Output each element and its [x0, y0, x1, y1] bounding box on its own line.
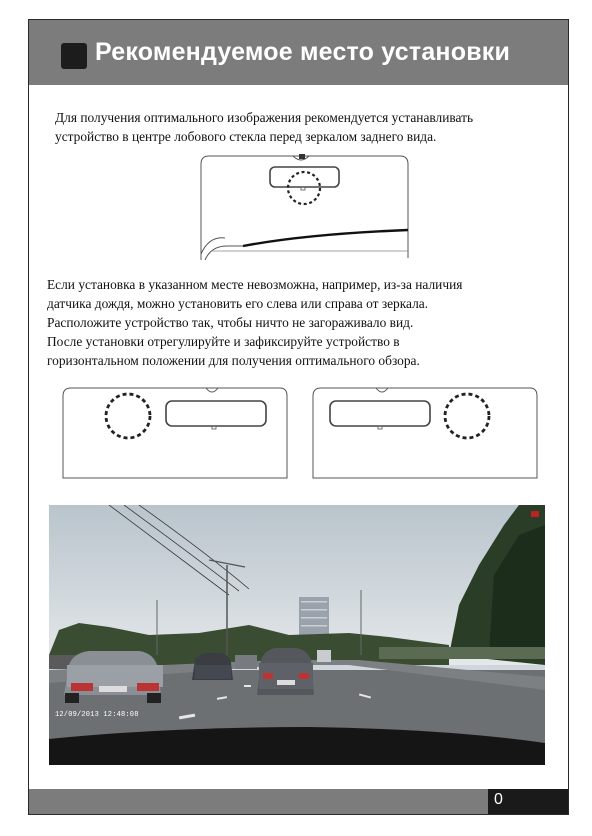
photo-timestamp: 12/09/2013 12:48:08 [55, 711, 139, 719]
page-number-box [488, 789, 568, 814]
rearview-mirror-icon [270, 167, 339, 187]
device-position-marker-left [106, 394, 150, 438]
mirror-mount-icon [299, 154, 305, 159]
alternative-line: После установки отрегулируйте и зафиксируйте устройство в [47, 334, 400, 349]
device-position-marker-right [445, 394, 489, 438]
alternative-line: датчика дождя, можно установить его слева или справа от зеркала. [47, 296, 429, 311]
alternative-line: Расположите устройство так, чтобы ничто не загораживало вид. [47, 315, 414, 330]
header-square-icon [61, 43, 87, 69]
windshield-left-diagram [60, 384, 290, 480]
dashcam-sample-photo [49, 505, 545, 765]
alternative-line: горизонтальном положении для получения оптимального обзора. [47, 353, 420, 368]
windshield-right-diagram [310, 384, 540, 480]
road-scene-illustration [49, 505, 545, 765]
alternative-paragraph [47, 275, 462, 370]
dark-car-icon [192, 653, 233, 680]
gray-car-icon [257, 648, 314, 695]
page-number: 0 [494, 791, 503, 808]
alternative-line: Если установка в указанном месте невозможна, например, из-за наличия [47, 277, 463, 292]
rearview-mirror-icon [330, 401, 430, 426]
rearview-mirror-icon [166, 401, 266, 426]
page-title: Рекомендуемое место установки [95, 38, 511, 66]
page-header [29, 20, 568, 85]
intro-line: Для получения оптимального изображения рекомендуется устанавливать [55, 110, 474, 125]
windshield-center-diagram [197, 150, 412, 262]
device-position-marker [288, 172, 320, 204]
intro-line: устройство в центре лобового стекла перед зеркалом заднего вида. [55, 129, 437, 144]
intro-paragraph [55, 108, 473, 146]
page-footer [29, 789, 568, 814]
